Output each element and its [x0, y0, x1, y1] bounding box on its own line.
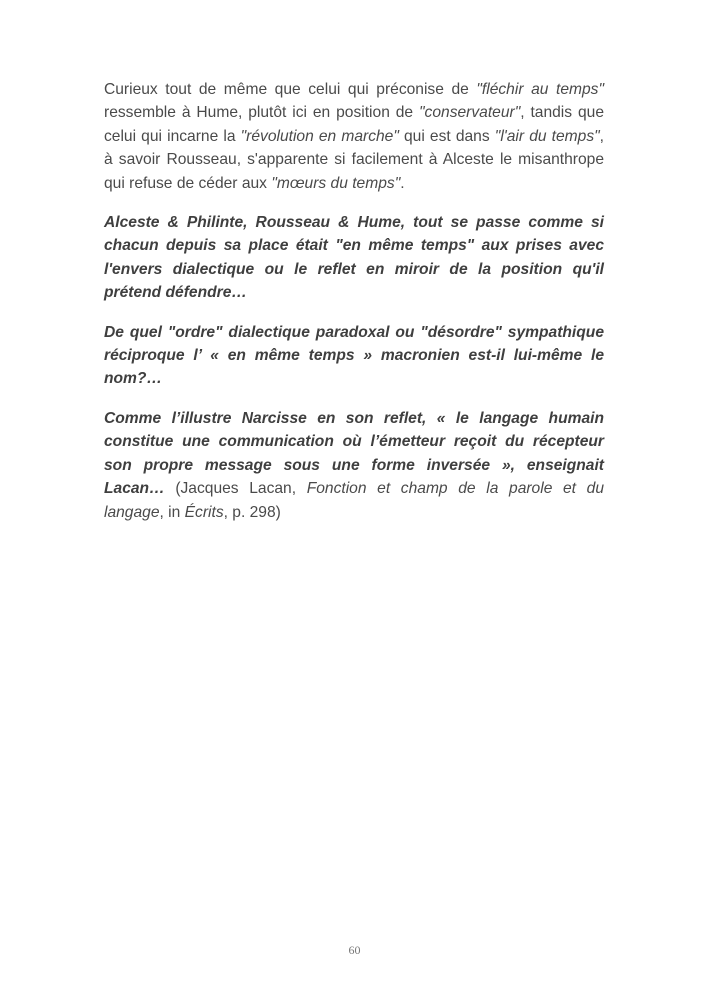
citation-title: Fonction et champ de la parole et du langage: [104, 480, 605, 521]
paragraph-1-text-6: .: [400, 174, 405, 192]
quote-air-du-temps: "l'air du temps": [494, 127, 600, 145]
page-body: [104, 78, 604, 540]
citation-open: (Jacques Lacan,: [164, 480, 307, 498]
paragraph-4: [104, 407, 604, 524]
quote-conservateur: "conservateur": [419, 104, 521, 122]
citation-book: Écrits: [184, 503, 224, 521]
quote-flechir-au-temps: "fléchir au temps": [476, 81, 604, 98]
paragraph-1-text-5: , à savoir Rousseau, s'apparente si facilement à Alceste le misanthrope qui refuse de céder aux: [104, 127, 605, 192]
paragraph-1-text-3: , tandis que celui qui incarne la: [104, 104, 604, 145]
paragraph-2: Alceste & Philinte, Rousseau & Hume, tout se passe comme si chacun depuis sa place était "en même temps" aux prises avec l'envers dialectique ou le reflet en miroir de la position qu'il prétend défendre…: [104, 214, 604, 302]
page-number: 60: [348, 943, 361, 957]
paragraph-1: [104, 78, 604, 195]
paragraph-3: De quel "ordre" dialectique paradoxal ou "désordre" sympathique réciproque l’ « en même temps » macronien est-il lui-même le nom?…: [104, 323, 604, 388]
quote-moeurs-du-temps: "mœurs du temps": [271, 174, 401, 192]
quote-revolution-en-marche: "révolution en marche": [240, 127, 399, 145]
citation-mid: , in: [159, 503, 185, 521]
lacan-quote: Comme l’illustre Narcisse en son reflet, « le langage humain constitue une communication où l’émetteur reçoit du récepteur son propre message sous une forme inversée », enseignait Lacan…: [104, 409, 604, 498]
citation-end: , p. 298): [223, 503, 281, 521]
paragraph-1-text-2: ressemble à Hume, plutôt ici en position de: [104, 104, 420, 122]
paragraph-1-text-1: Curieux tout de même que celui qui préconise de: [104, 81, 477, 98]
paragraph-1-text-4: qui est dans: [398, 127, 495, 145]
